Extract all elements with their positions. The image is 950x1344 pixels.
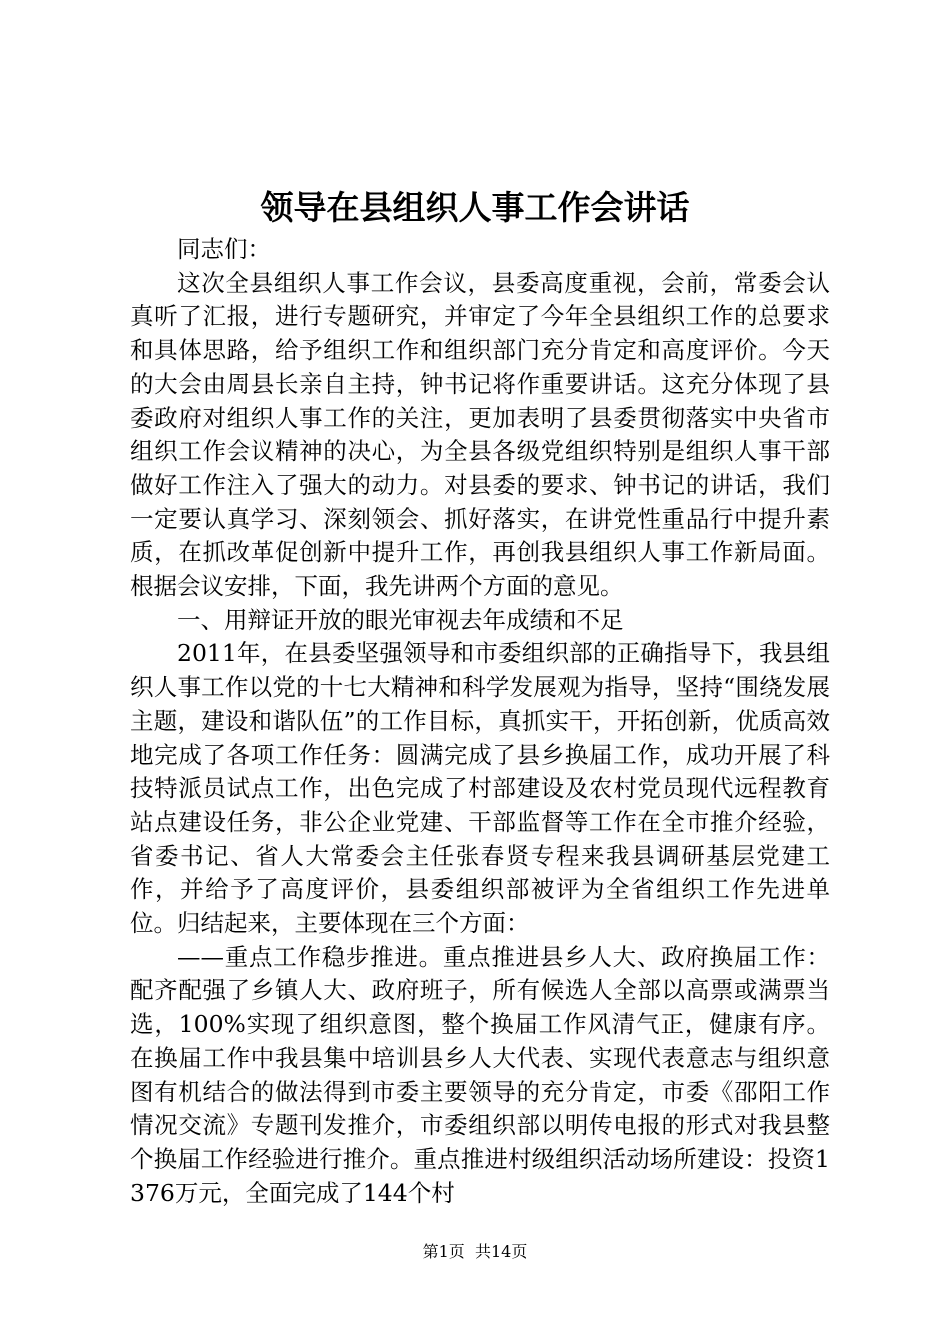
intro-paragraph: 这次全县组织人事工作会议，县委高度重视，会前，常委会认真听了汇报，进行专题研究，并审定了今年全县组织工作的总要求和具体思路，给予组织工作和组织部门充分肯定和高度评价。今天的大会由周县长亲自主持，钟书记将作重要讲话。这充分体现了县委政府对组织人事工作的关注，更加表明了县委贯彻落实中央省市组织工作会议精神的决心，为全县各级党组织特别是组织人事干部做好工作注入了强大的动力。对县委的要求、钟书记的讲话，我们一定要认真学习、深刻领会、抓好落实，在讲党性重品行中提升素质，在抓改革促创新中提升工作，再创我县组织人事工作新局面。根据会议安排，下面，我先讲两个方面的意见。 [130, 268, 830, 601]
page-footer [0, 1240, 950, 1264]
page-total: 共14页 [474, 1242, 528, 1261]
document-title: 领导在县组织人事工作会讲话 [260, 188, 690, 227]
salutation-paragraph: 同志们： [177, 235, 271, 263]
achievements-paragraph: 2011年，在县委坚强领导和市委组织部的正确指导下，我县组织人事工作以党的十七大精神和科学发展观为指导，坚持“围绕发展主题，建设和谐队伍”的工作目标，真抓实干，开拓创新，优质高效地完成了各项工作任务：圆满完成了县乡换届工作，成功开展了科技特派员试点工作，出色完成了村部建设及农村党员现代远程教育站点建设任务，非公企业党建、干部监督等工作在全市推介经验，省委书记、省人大常委会主任张春贤专程来我县调研基层党建工作，并给予了高度评价，县委组织部被评为全省组织工作先进单位。归结起来，主要体现在三个方面： [130, 639, 830, 938]
footer-separator [465, 1242, 475, 1261]
document-body [130, 233, 830, 1210]
section-heading: 一、用辩证开放的眼光审视去年成绩和不足 [177, 605, 624, 634]
key-work-paragraph: ——重点工作稳步推进。重点推进县乡人大、政府换届工作：配齐配强了乡镇人大、政府班子，所有候选人全部以高票或满票当选，100%实现了组织意图，整个换届工作风清气正，健康有序。在换届工作中我县集中培训县乡人大代表、实现代表意志与组织意图有机结合的做法得到市委主要领导的充分肯定，市委《邵阳工作情况交流》专题刊发推介，市委组织部以明传电报的形式对我县整个换届工作经验进行推介。重点推进村级组织活动场所建设：投资1376万元，全面完成了144个村 [130, 942, 830, 1207]
page-number: 第1页 [422, 1242, 465, 1261]
